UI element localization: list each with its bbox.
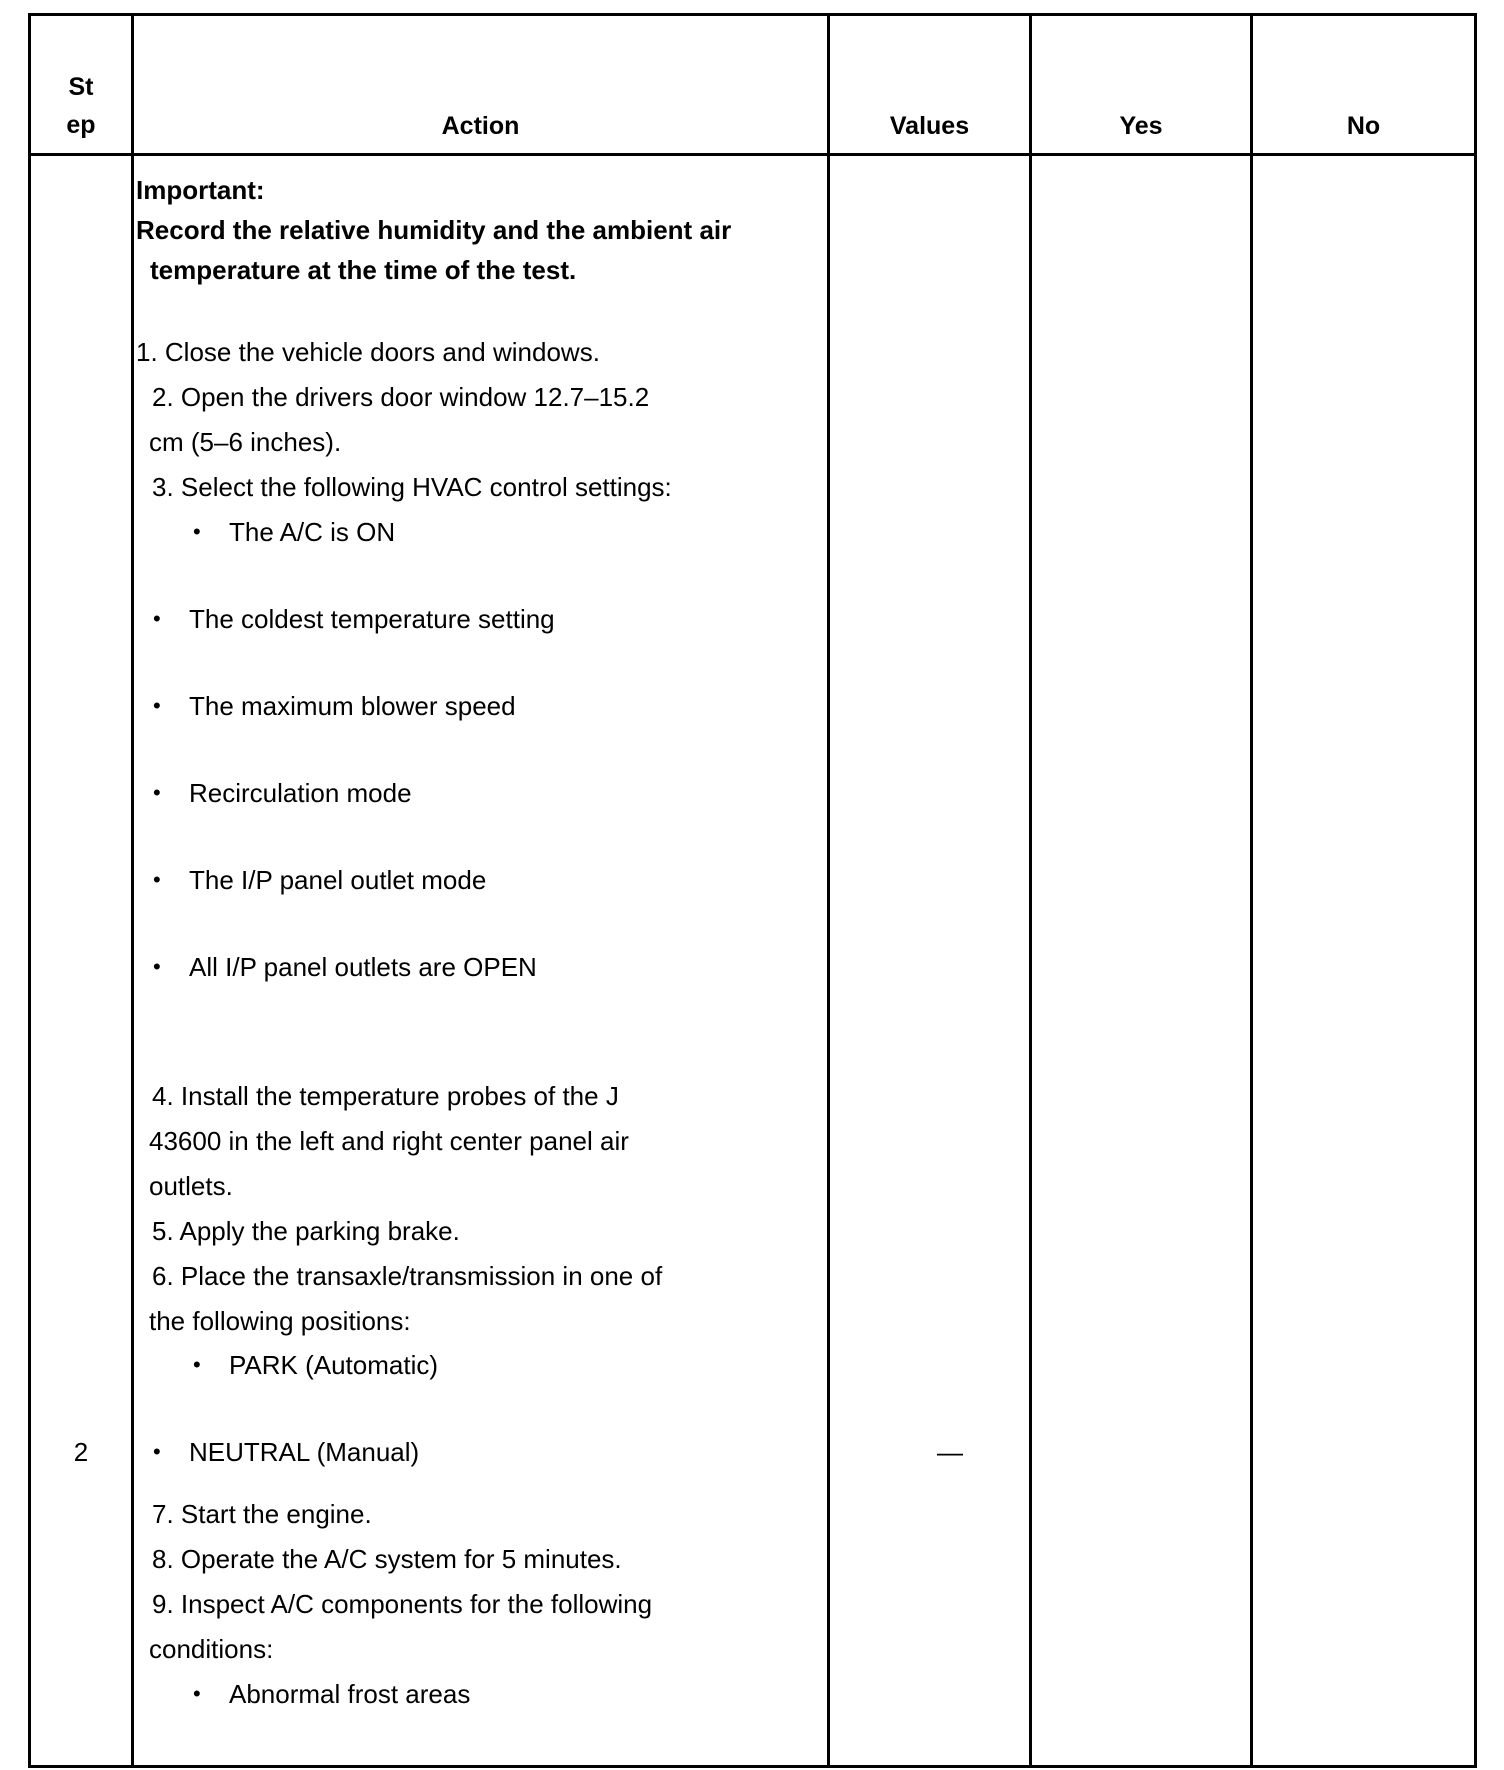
step1-text: 1. Close the vehicle doors and windows. [136,337,600,367]
header-no: No [1346,112,1381,140]
step9-text-line1: 9. Inspect A/C components for the following [152,1589,653,1619]
bullet-glyph: • [193,1352,201,1377]
list-item: NEUTRAL (Manual) [189,1437,420,1467]
bullet-glyph: • [193,1681,201,1706]
column-divider-action-values [827,13,830,1768]
header-row-divider [28,153,1477,156]
step3-text: 3. Select the following HVAC control settings: [152,472,672,502]
bullet-glyph: • [153,606,161,631]
important-heading: Important: [136,175,265,205]
bullet-glyph: • [193,519,201,544]
column-divider-yes-no [1250,13,1253,1768]
step7-text: 7. Start the engine. [152,1499,372,1529]
header-action: Action [441,112,520,140]
header-step-line1: St [68,73,94,101]
bullet-glyph: • [153,1439,161,1464]
header-step [31,68,131,144]
list-item: The A/C is ON [229,517,396,547]
list-item: The I/P panel outlet mode [189,865,487,895]
step5-text: 5. Apply the parking brake. [152,1216,460,1246]
step4-text-line2: 43600 in the left and right center panel air [149,1126,629,1156]
list-item: The coldest temperature setting [189,604,555,634]
step4-text-line1: 4. Install the temperature probes of the J [152,1081,619,1111]
bullet-glyph: • [153,867,161,892]
step6-text-line1: 6. Place the transaxle/transmission in one of [152,1261,663,1291]
header-yes: Yes [1119,112,1163,140]
step2-text-line1: 2. Open the drivers door window 12.7–15.2 [152,382,650,412]
values-cell: — [937,1437,963,1467]
list-item: Recirculation mode [189,778,412,808]
step-number: 2 [73,1437,89,1467]
step4-text-line3: outlets. [149,1171,233,1201]
bullet-glyph: • [153,780,161,805]
important-note-line2: temperature at the time of the test. [150,255,577,285]
list-item: PARK (Automatic) [229,1350,439,1380]
list-item: All I/P panel outlets are OPEN [189,952,537,982]
list-item: The maximum blower speed [189,691,516,721]
header-step-line2: ep [66,111,96,139]
column-divider-values-yes [1029,13,1032,1768]
bullet-glyph: • [153,954,161,979]
header-values: Values [889,112,970,140]
list-item: Abnormal frost areas [229,1679,471,1709]
bullet-glyph: • [153,693,161,718]
important-note-line1: Record the relative humidity and the ambient air [136,215,732,245]
step8-text: 8. Operate the A/C system for 5 minutes. [152,1544,622,1574]
step9-text-line2: conditions: [149,1634,274,1664]
column-divider-step-action [131,13,134,1768]
step2-text-line2: cm (5–6 inches). [149,427,342,457]
step6-text-line2: the following positions: [149,1306,411,1336]
